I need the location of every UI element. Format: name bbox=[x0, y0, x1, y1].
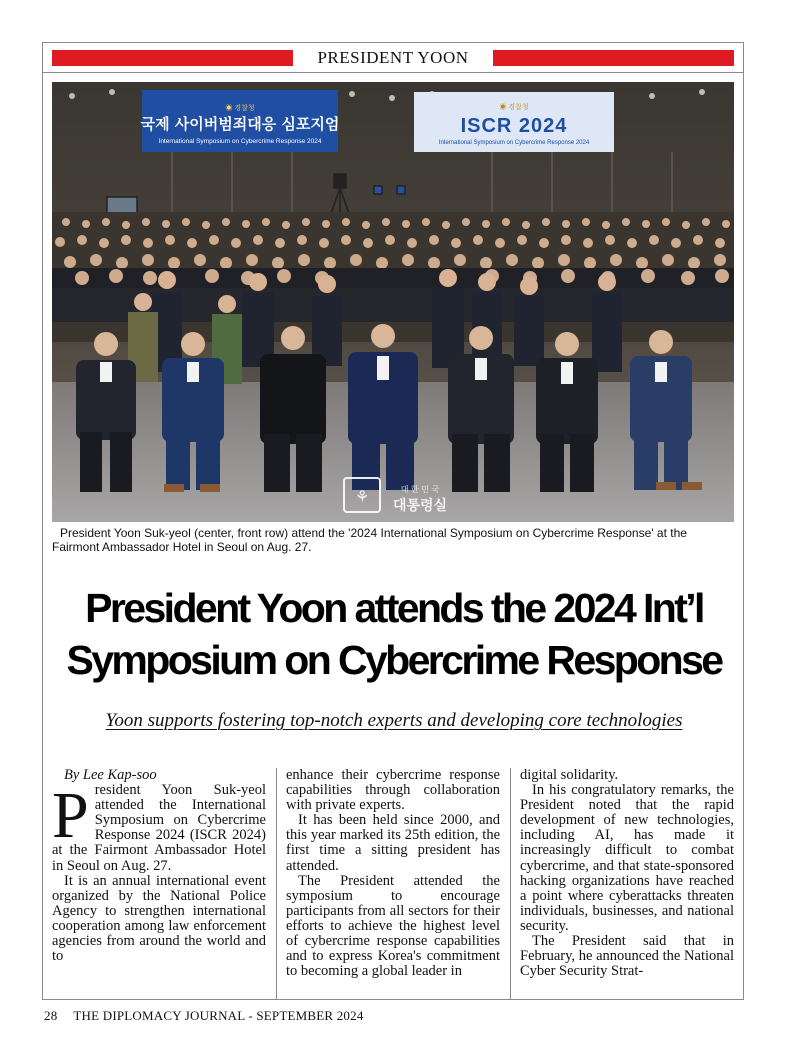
article-paragraph: The President said that in February, he announced the National Cyber Security Strat- bbox=[520, 933, 734, 980]
headline-line2: Symposium on Cybercrime Response bbox=[66, 637, 722, 683]
article-paragraph: The President attended the symposium to encourage participants from all sectors for their efforts to achieve the highest level of cybercrime response capabilities and to express Korea's commitment to becoming a global leader in bbox=[286, 872, 500, 980]
svg-text:◉ 경찰청: ◉ 경찰청 bbox=[225, 105, 255, 112]
watermark-line1: 대 한 민 국 bbox=[400, 485, 440, 494]
headline-line1: President Yoon attends the 2024 Int’l bbox=[85, 585, 703, 631]
journal-name: THE DIPLOMACY JOURNAL - SEPTEMBER 2024 bbox=[73, 1008, 364, 1023]
column-divider bbox=[276, 768, 277, 1000]
page-footer bbox=[44, 1008, 364, 1024]
paragraph-text: resident Yoon Suk-yeol attended the International Symposium on Cybercrime Response 2024 (ISCR 2024) at the Fairmont Ambassador Hotel in Seoul on Aug. 27. bbox=[52, 782, 266, 874]
svg-text:◉ 경찰청: ◉ 경찰청 bbox=[499, 104, 529, 111]
svg-text:⚘: ⚘ bbox=[354, 487, 370, 506]
drop-cap: P bbox=[52, 779, 89, 853]
article-paragraph: In his congratulatory remarks, the President noted that the rapid development of new technologies, including AI, has made it increasingly difficult to combat cybercrime, and that state-sponsored hacking organizations have reached a point where cyberattacks threaten individuals, businesses, and national security. bbox=[520, 782, 734, 934]
section-label: PRESIDENT YOON bbox=[317, 48, 469, 67]
page-number: 28 bbox=[44, 1008, 58, 1023]
article-paragraph: It is an annual international event organized by the National Police Agency to strengthen international cooperation among law enforcement agencies from around the world and to bbox=[52, 872, 266, 965]
article-paragraph: enhance their cybercrime response capabilities through collaboration with private experts. bbox=[286, 768, 500, 814]
event-photo bbox=[52, 82, 734, 522]
article-paragraph: It has been held since 2000, and this year marked its 25th edition, the first time a sitting president has attended. bbox=[286, 812, 500, 874]
photo-caption: President Yoon Suk-yeol (center, front row) attend the '2024 International Symposium on Cybercrime Response' at the Fairmont Ambassador Hotel in Seoul on Aug. 27. bbox=[52, 526, 687, 554]
section-bar-right bbox=[493, 50, 734, 66]
subheadline-text: Yoon supports fostering top-notch experts and developing core technologies bbox=[105, 710, 683, 731]
section-header bbox=[52, 48, 734, 68]
column-divider bbox=[510, 768, 511, 1000]
byline: By Lee Kap-soo bbox=[64, 768, 157, 783]
banner-left-title: 국제 사이버범죄대응 심포지엄 bbox=[140, 115, 340, 133]
subheadline bbox=[52, 710, 736, 732]
banner-right-title: ISCR 2024 bbox=[460, 115, 568, 137]
article-column-2 bbox=[286, 768, 500, 996]
photo-illustration bbox=[52, 82, 734, 522]
article-column-1 bbox=[52, 768, 266, 996]
article-column-3 bbox=[520, 768, 734, 996]
headline bbox=[52, 582, 736, 686]
banner-right-subtitle: International Symposium on Cybercrime Response 2024 bbox=[438, 140, 590, 146]
article-paragraph: digital solidarity. bbox=[520, 768, 619, 783]
watermark-line2: 대통령실 bbox=[392, 498, 448, 514]
header-rule bbox=[42, 72, 744, 73]
banner-left-subtitle: International Symposium on Cybercrime Response 2024 bbox=[158, 138, 322, 145]
article-paragraph bbox=[52, 779, 266, 874]
section-bar-left bbox=[52, 50, 293, 66]
